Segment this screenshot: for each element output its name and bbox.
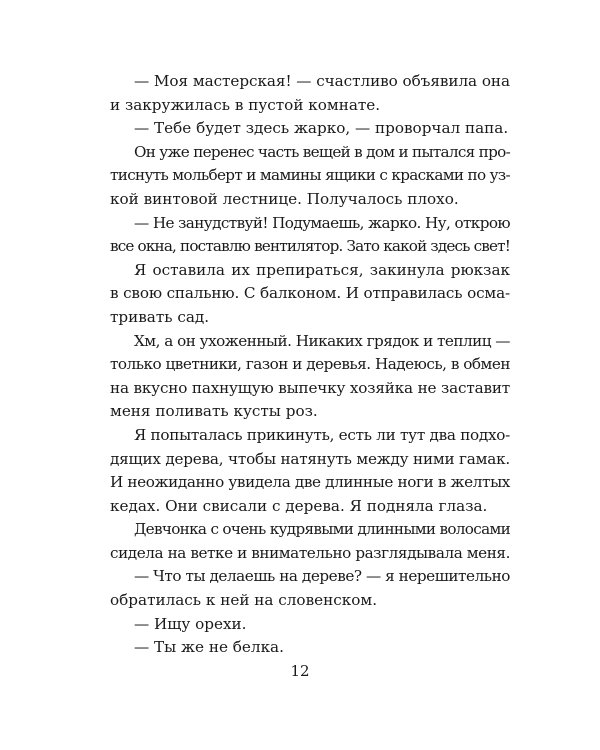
text-line: — Тебе будет здесь жарко, — проворчал папа. xyxy=(134,119,509,138)
text-line: Я попыталась прикинуть, есть ли тут два подхо- xyxy=(134,425,511,444)
text-line: все окна, поставлю вентилятор. Зато какой здесь свет! xyxy=(110,237,511,256)
text-line: тривать сад. xyxy=(110,307,210,326)
body-text xyxy=(110,70,510,660)
text-line: кой винтовой лестнице. Получалось плохо. xyxy=(110,189,459,208)
text-line: — Что ты делаешь на дереве? — я нерешительно xyxy=(134,567,510,586)
text-line: — Ищу орехи. xyxy=(134,614,247,633)
text-line: на вкусно пахнущую выпечку хозяйка не заставит xyxy=(110,378,511,397)
text-line: — Не занудствуй! Подумаешь, жарко. Ну, открою xyxy=(134,213,510,232)
text-line: Девчонка с очень кудрявыми длинными волосами xyxy=(134,520,511,539)
text-line: в свою спальню. С балконом. И отправилась осма- xyxy=(110,284,510,303)
text-line: — Ты же не белка. xyxy=(134,638,284,657)
page-number: 12 xyxy=(290,662,310,680)
text-line: И неожиданно увидела две длинные ноги в желтых xyxy=(110,473,510,492)
text-line: Он уже перенес часть вещей в дом и пытался про- xyxy=(134,142,510,161)
text-line: Я оставила их препираться, закинула рюкзак xyxy=(134,260,510,279)
text-line: меня поливать кусты роз. xyxy=(110,402,318,421)
text-line: дящих дерева, чтобы натянуть между ними гамак. xyxy=(110,449,510,468)
text-line: кедах. Они свисали с дерева. Я подняла глаза. xyxy=(110,496,488,515)
text-line: — Моя мастерская! — счастливо объявила она xyxy=(134,72,510,90)
text-line: Хм, а он ухоженный. Никаких грядок и теплиц — xyxy=(134,331,510,350)
text-line: только цветники, газон и деревья. Надеюсь, в обмен xyxy=(110,355,510,374)
text-line: тиснуть мольберт и мамины ящики с красками по уз- xyxy=(110,166,510,185)
text-line: обратилась к ней на словенском. xyxy=(110,591,378,610)
text-line: и закружилась в пустой комнате. xyxy=(110,95,381,114)
text-line: сидела на ветке и внимательно разглядывала меня. xyxy=(110,543,510,562)
